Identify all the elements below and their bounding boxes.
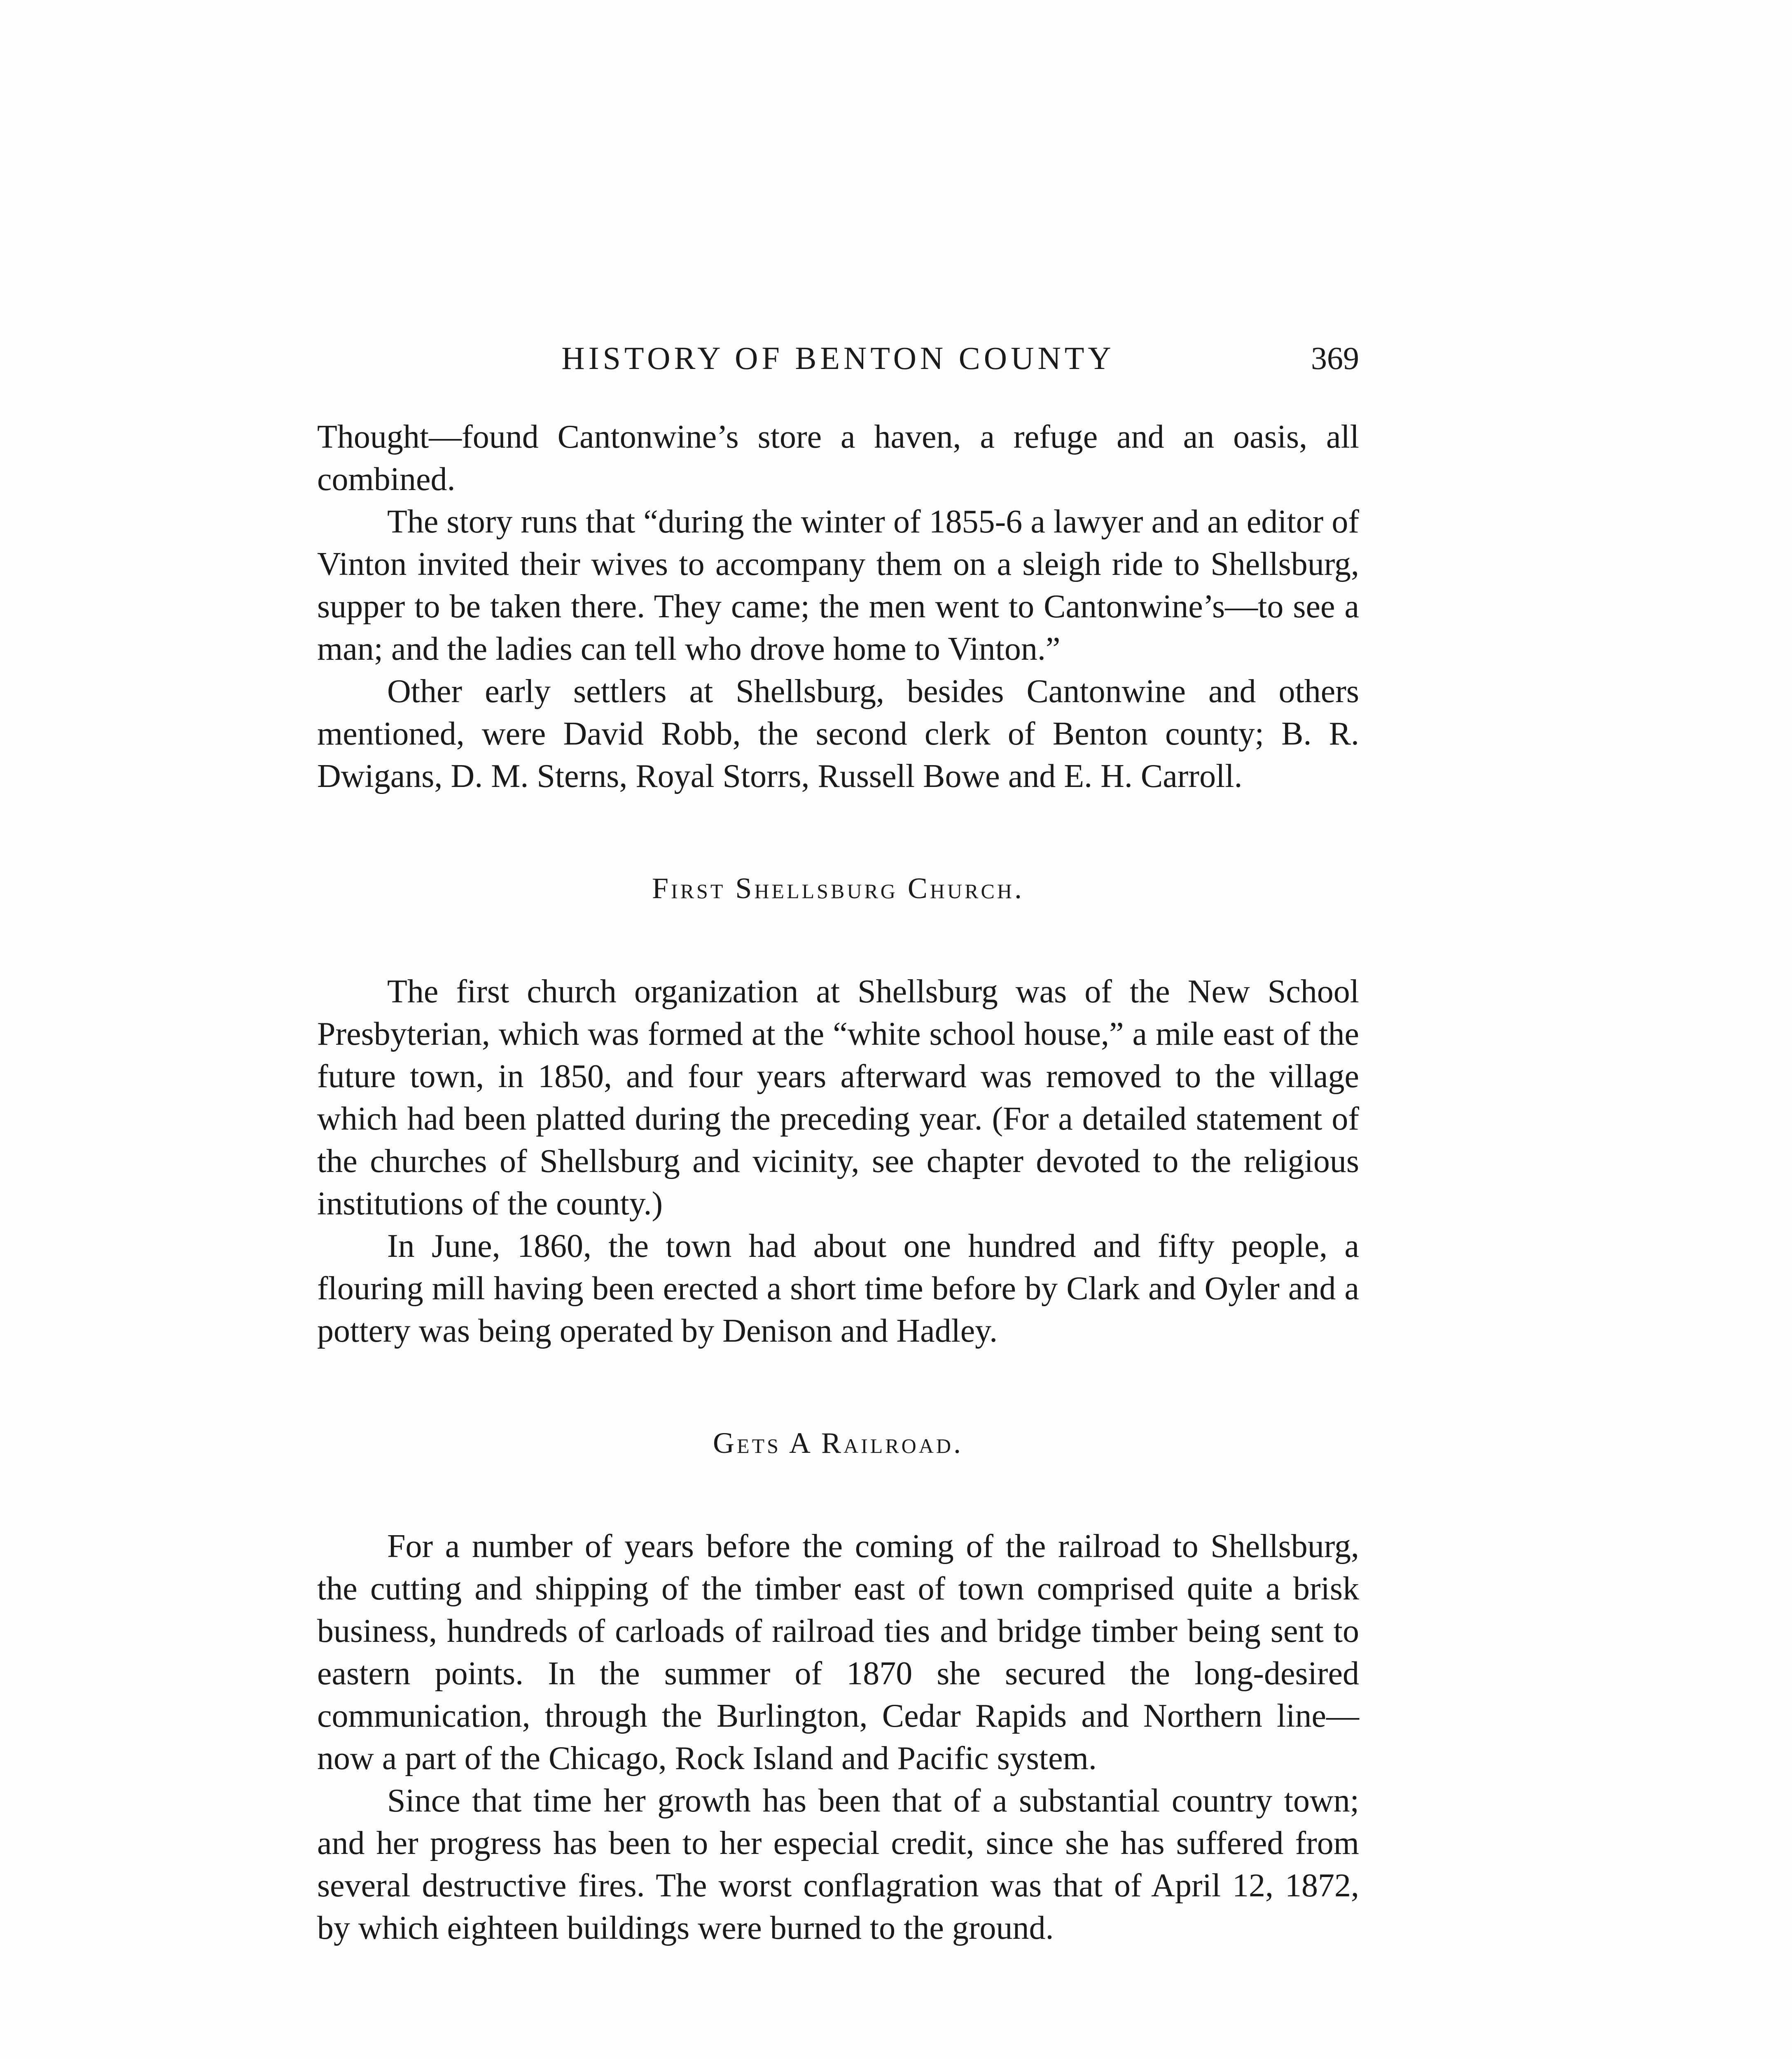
body-text <box>317 416 1359 1949</box>
paragraph-continuation: Thought—found Cantonwine’s store a haven, a refuge and an oasis, all combined. <box>317 419 1359 497</box>
section-heading-first-church: First Shellsburg Church. <box>652 872 1024 905</box>
paragraph-railroad: For a number of years before the coming of the railroad to Shellsburg, the cutting and shipping of the timber east of town comprised quite a brisk business, hundreds of carloads of railroad ties and bridge timber being sent to eastern points. In the summer of 1870 she secured the long-desired communication, through the Burlington, Cedar Rapids and Northern line—now a part of the Chicago, Rock Island and Pacific system. <box>317 1528 1359 1777</box>
paragraph-early-settlers: Other early settlers at Shellsburg, besides Cantonwine and others mentioned, were David Robb, the second clerk of Benton county; B. R. Dwigans, D. M. Sterns, Royal Storrs, Russell Bowe and E. H. Carroll. <box>317 673 1359 794</box>
paragraph-town-1860: In June, 1860, the town had about one hundred and fifty people, a flouring mill having been erected a short time before by Clark and Oyler and a pottery was being operated by Denison and Hadley. <box>317 1228 1359 1349</box>
paragraph-sleigh-ride-story: The story runs that “during the winter of 1855-6 a lawyer and an editor of Vinton invited their wives to accompany them on a sleigh ride to Shellsburg, supper to be taken there. They came; the men went to Cantonwine’s—to see a man; and the ladies can tell who drove home to Vinton.” <box>317 504 1359 667</box>
running-title: HISTORY OF BENTON COUNTY <box>561 340 1115 376</box>
paragraph-growth-fires: Since that time her growth has been that of a substantial country town; and her progress has been to her especial credit, since she has suffered from several destructive fires. The worst conflagration was that of April 12, 1872, by which eighteen buildings were burned to the ground. <box>317 1783 1359 1946</box>
page-number: 369 <box>1311 340 1359 376</box>
page-header <box>317 338 1359 379</box>
section-heading-railroad: Gets A Railroad. <box>713 1426 963 1459</box>
paragraph-church-organization: The first church organization at Shellsburg was of the New School Presbyterian, which was formed at the “white school house,” a mile east of the future town, in 1850, and four years afterward was removed to the village which had been platted during the preceding year. (For a detailed statement of the churches of Shellsburg and vicinity, see chapter devoted to the religious institutions of the county.) <box>317 973 1359 1222</box>
